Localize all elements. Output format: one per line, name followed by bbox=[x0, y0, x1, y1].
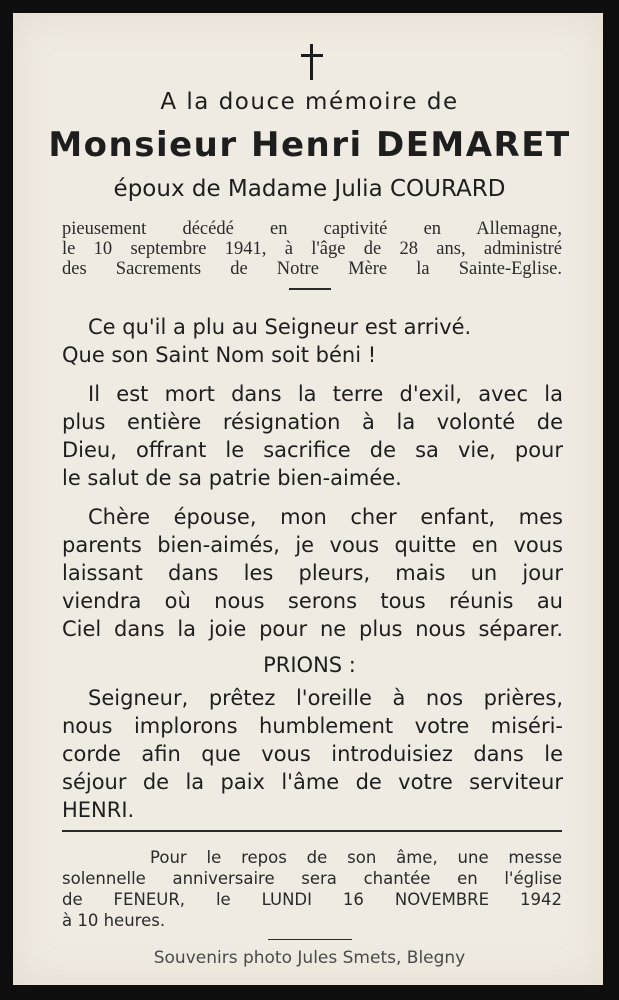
cross-icon bbox=[297, 44, 327, 84]
footer-divider bbox=[268, 939, 352, 940]
prayer-line-2: nous implorons humblement votre miséri- bbox=[62, 714, 563, 738]
mass-notice-line-3: de FENEUR, le LUNDI 16 NOVEMBRE 1942 bbox=[62, 890, 562, 909]
photographer-credit: Souvenirs photo Jules Smets, Blegny bbox=[153, 948, 466, 968]
mass-notice-line-2: solennelle anniversaire sera chantée en l'église bbox=[62, 869, 562, 888]
mass-notice-line-4: à 10 heures. bbox=[62, 911, 166, 930]
paragraph2-line-1: Il est mort dans la terre d'exil, avec la bbox=[88, 382, 563, 406]
prayer-line-4: séjour de la paix l'âme de votre serviteur bbox=[62, 770, 563, 794]
paragraph3-line-2: parents bien-aimés, je vous quitte en vous bbox=[62, 533, 563, 557]
deceased-name: Monsieur Henri DEMARET bbox=[48, 125, 571, 165]
death-notice-line-3: des Sacrements de Notre Mère la Sainte-Eglise. bbox=[62, 259, 562, 279]
prayer-line-5: HENRI. bbox=[62, 798, 135, 822]
prayer-line-1: Seigneur, prêtez l'oreille à nos prières, bbox=[88, 686, 563, 710]
short-divider bbox=[289, 288, 331, 290]
paragraph3-line-3: laissant dans les pleurs, mais un jour bbox=[62, 561, 563, 585]
prayer-heading: PRIONS : bbox=[263, 653, 356, 677]
paragraph2-line-3: Dieu, offrant le sacrifice de sa vie, pour bbox=[62, 438, 563, 462]
paragraph2-line-2: plus entière résignation à la volonté de bbox=[62, 410, 563, 434]
paragraph2-line-4: le salut de sa patrie bien-aimée. bbox=[62, 466, 402, 490]
paragraph1-line-1: Ce qu'il a plu au Seigneur est arrivé. bbox=[88, 315, 472, 339]
intro-line: A la douce mémoire de bbox=[160, 89, 459, 115]
paragraph3-line-1: Chère épouse, mon cher enfant, mes bbox=[88, 505, 563, 529]
paragraph3-line-5: Ciel dans la joie pour ne plus nous séparer. bbox=[62, 617, 563, 641]
paragraph3-line-4: viendra où nous serons tous réunis au bbox=[62, 589, 563, 613]
death-notice-line-1: pieusement décédé en captivité en Allemagne, bbox=[62, 219, 562, 239]
paragraph1-line-2: Que son Saint Nom soit béni ! bbox=[62, 343, 377, 367]
prayer-line-3: corde afin que vous introduisiez dans le bbox=[62, 742, 563, 766]
death-notice-line-2: le 10 septembre 1941, à l'âge de 28 ans, administré bbox=[62, 239, 562, 259]
long-divider bbox=[62, 830, 562, 832]
spouse-line: époux de Madame Julia COURARD bbox=[113, 176, 506, 202]
mass-notice-line-1: Pour le repos de son âme, une messe bbox=[150, 848, 562, 867]
